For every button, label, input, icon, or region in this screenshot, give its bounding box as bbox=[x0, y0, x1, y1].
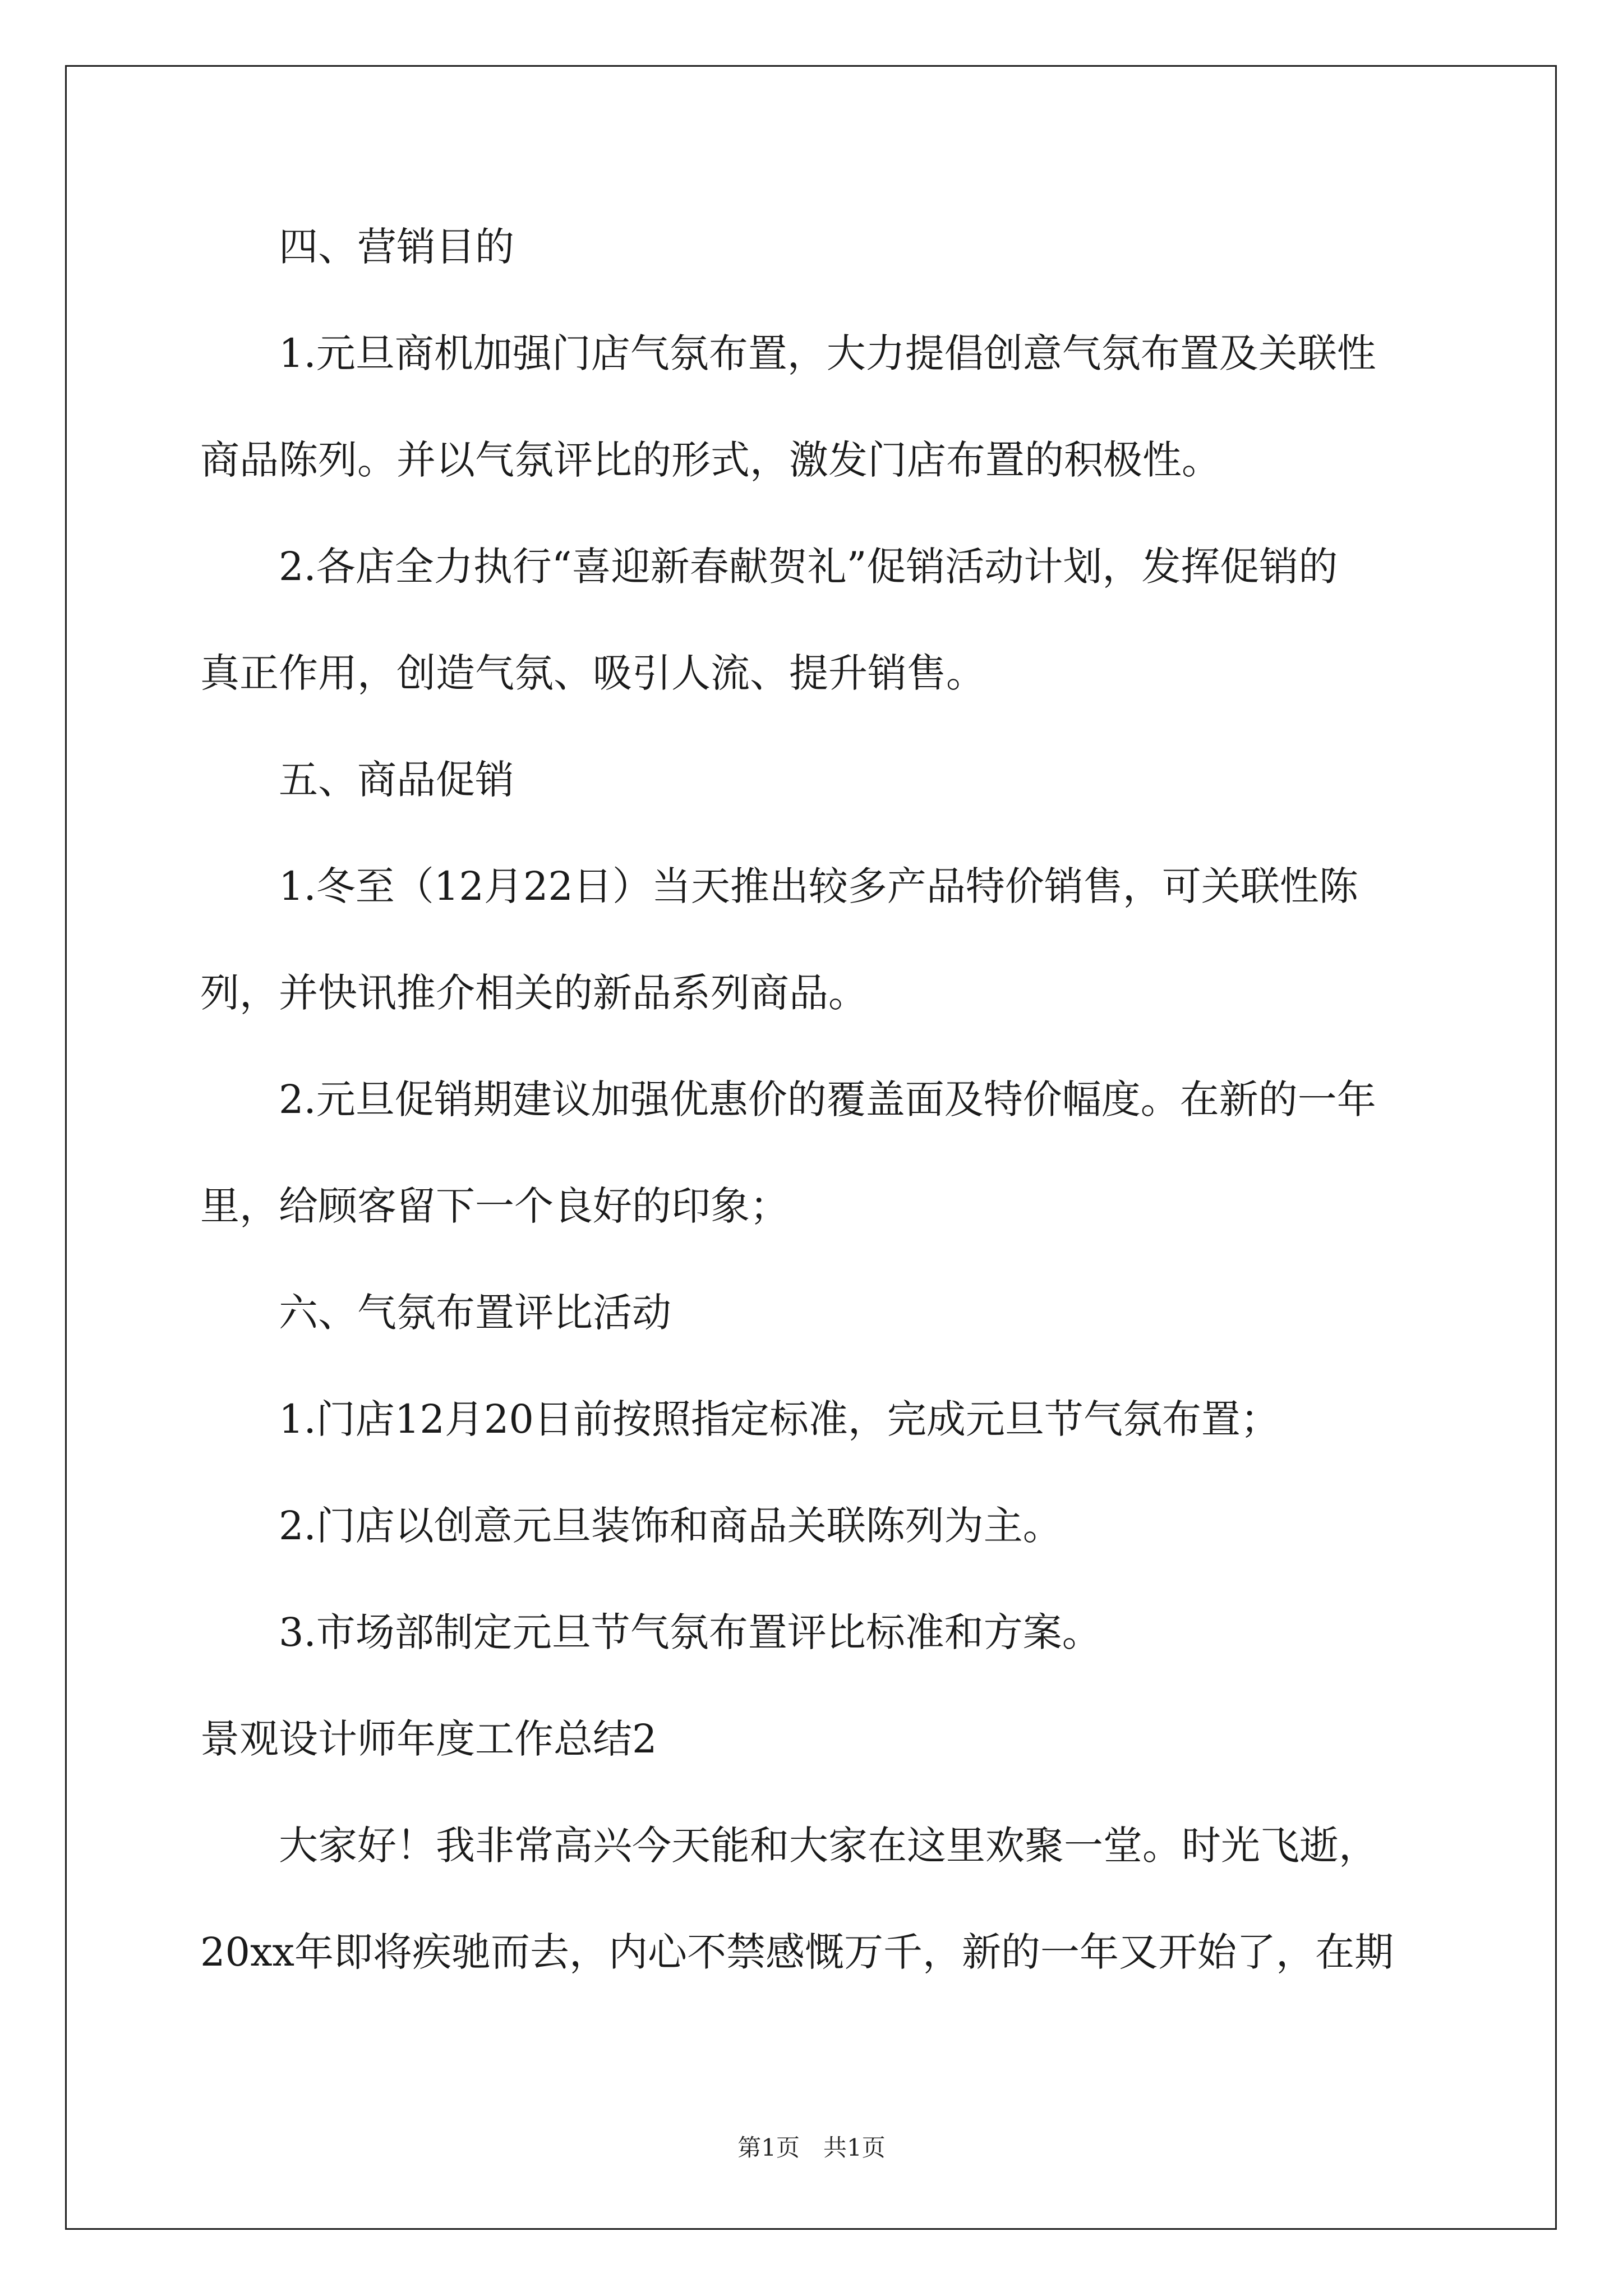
page-number-footer: 第1页 共1页 bbox=[737, 2134, 886, 2161]
paragraph-line: 1.冬至（12月22日）当天推出较多产品特价销售，可关联性陈 bbox=[279, 863, 1358, 909]
paragraph-line: 商品陈列。并以气氛评比的形式，激发门店布置的积极性。 bbox=[200, 437, 1221, 483]
paragraph-line: 1.元旦商机加强门店气氛布置，大力提倡创意气氛布置及关联性 bbox=[279, 330, 1376, 376]
paragraph-line: 列，并快讯推介相关的新品系列商品。 bbox=[200, 970, 868, 1016]
document-title: 景观设计师年度工作总结2 bbox=[200, 1716, 657, 1762]
paragraph-line: 3.市场部制定元旦节气氛布置评比标准和方案。 bbox=[279, 1609, 1101, 1655]
paragraph-line: 真正作用，创造气氛、吸引人流、提升销售。 bbox=[200, 650, 985, 696]
paragraph-line: 1.门店12月20日前按照指定标准，完成元旦节气氛布置； bbox=[279, 1396, 1280, 1442]
section-heading-6: 六、气氛布置评比活动 bbox=[279, 1290, 671, 1336]
paragraph-line: 里，给顾客留下一个良好的印象； bbox=[200, 1183, 789, 1229]
paragraph-line: 2.各店全力执行“喜迎新春献贺礼”促销活动计划，发挥促销的 bbox=[279, 544, 1338, 590]
paragraph-line: 大家好！我非常高兴今天能和大家在这里欢聚一堂。时光飞逝， bbox=[279, 1823, 1378, 1869]
paragraph-line: 2.门店以创意元旦装饰和商品关联陈列为主。 bbox=[279, 1503, 1062, 1549]
section-heading-4: 四、营销目的 bbox=[279, 224, 514, 270]
section-heading-5: 五、商品促销 bbox=[279, 757, 514, 803]
paragraph-line: 20xx年即将疾驰而去，内心不禁感慨万千，新的一年又开始了，在期 bbox=[200, 1929, 1394, 1975]
paragraph-line: 2.元旦促销期建议加强优惠价的覆盖面及特价幅度。在新的一年 bbox=[279, 1076, 1376, 1122]
document-body bbox=[200, 216, 1431, 2028]
